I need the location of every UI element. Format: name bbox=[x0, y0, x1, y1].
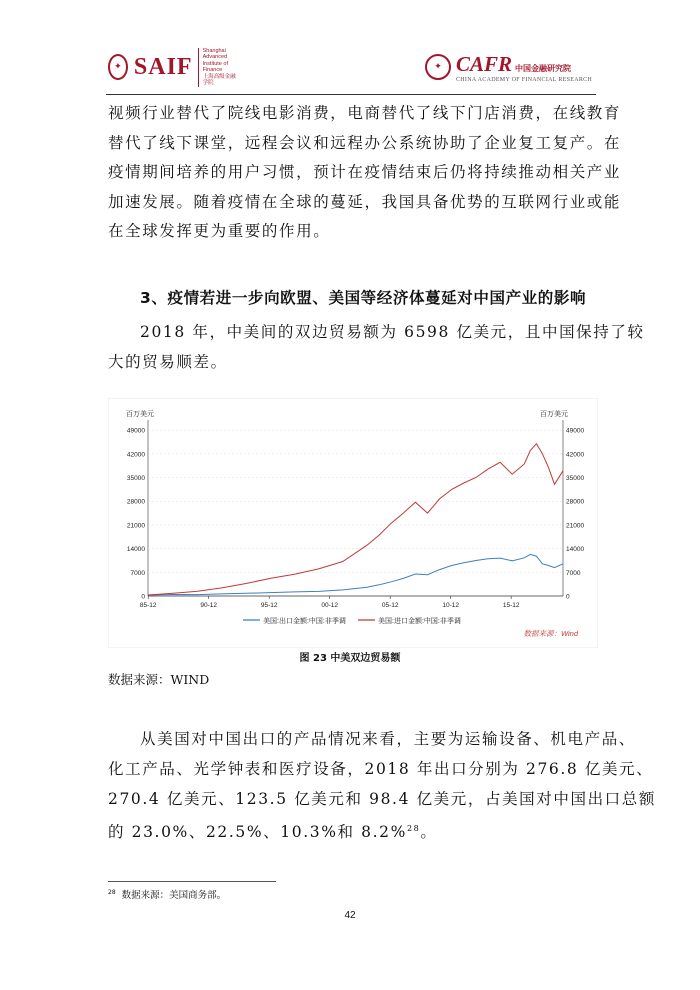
text-line: 替代了线下课堂，远程会议和远程办公系统协助了企业复工复产。在 bbox=[108, 133, 622, 152]
chart-frame bbox=[108, 398, 598, 648]
saif-logo-text: SAIF bbox=[133, 53, 193, 80]
legend-export: 美国:出口金额:中国:非季调 bbox=[263, 618, 346, 625]
cafr-logo-block bbox=[451, 52, 592, 83]
text-line: 在全球发挥更为重要的作用。 bbox=[108, 222, 331, 241]
paragraph-3 bbox=[140, 725, 636, 755]
cafr-logo-cn: 中国金融研究院 bbox=[515, 63, 572, 73]
cafr-logo-text: CAFR bbox=[456, 51, 513, 76]
y-tick-right: 7000 bbox=[566, 569, 581, 577]
y-tick-right: 35000 bbox=[566, 475, 585, 483]
chart-source-note: 数据来源：Wind bbox=[523, 629, 578, 638]
y-tick-right: 28000 bbox=[566, 498, 585, 506]
y-tick-left: 28000 bbox=[126, 498, 145, 506]
y-tick-right: 14000 bbox=[566, 546, 585, 554]
text-line: 化工产品、光学钟表和医疗设备，2018 年出口分别为 276.8 亿美元、 bbox=[108, 760, 654, 778]
y-tick-left: 21000 bbox=[126, 522, 145, 530]
paragraph-1 bbox=[108, 99, 622, 247]
saif-seal-icon: ✦ bbox=[108, 54, 128, 80]
text-line: 加速发展。随着疫情在全球的蔓延，我国具备优势的互联网行业或能 bbox=[108, 192, 622, 211]
header-rule bbox=[106, 94, 596, 95]
text-line: 270.4 亿美元、123.5 亿美元和 98.4 亿美元，占美国对中国出口总额 bbox=[108, 789, 656, 808]
figure-caption: 图 23 中美双边贸易额 bbox=[299, 653, 401, 664]
y-tick-left: 49000 bbox=[126, 427, 145, 435]
text-line-tail: 的 23.0%、22.5%、10.3%和 8.2% bbox=[108, 823, 407, 842]
paragraph-3-cont bbox=[108, 755, 656, 848]
data-source: 数据来源：WIND bbox=[108, 672, 210, 687]
cafr-seal-icon: ✦ bbox=[425, 54, 451, 80]
text-line: 大的贸易顺差。 bbox=[108, 353, 228, 371]
x-tick-label: 10-12 bbox=[442, 602, 459, 609]
cafr-logo bbox=[425, 50, 605, 84]
right-unit-label: 百万美元 bbox=[540, 411, 568, 418]
text-line: 视频行业替代了院线电影消费，电商替代了线下门店消费，在线教育 bbox=[108, 104, 622, 122]
saif-logo bbox=[108, 47, 238, 86]
y-tick-right: 21000 bbox=[566, 522, 585, 530]
x-tick-label: 05-12 bbox=[381, 602, 399, 609]
saif-sub-line: 上海高级金融学院 bbox=[202, 73, 236, 86]
page-number: 42 bbox=[344, 910, 356, 921]
y-tick-left: 35000 bbox=[126, 475, 145, 483]
x-tick-label: 90-12 bbox=[200, 602, 218, 609]
footnote-ref[interactable]: 28 bbox=[406, 824, 421, 834]
y-tick-left: 0 bbox=[141, 593, 145, 601]
x-tick-label: 00-12 bbox=[321, 602, 339, 609]
y-tick-right: 0 bbox=[566, 593, 570, 601]
x-tick-label: 15-12 bbox=[502, 602, 520, 609]
saif-sub-line: Shanghai Advanced bbox=[202, 47, 228, 60]
paragraph-2 bbox=[140, 318, 645, 348]
saif-logo-subtitle bbox=[198, 48, 238, 87]
y-tick-left: 7000 bbox=[130, 569, 145, 577]
y-tick-right: 42000 bbox=[566, 451, 585, 459]
y-tick-left: 42000 bbox=[126, 451, 145, 459]
footnote bbox=[108, 887, 226, 901]
text-line: 疫情期间培养的用户习惯，预计在疫情结束后仍将持续推动相关产业 bbox=[108, 163, 622, 182]
footnote-rule bbox=[108, 881, 276, 882]
trade-chart bbox=[108, 398, 598, 648]
legend-import: 美国:进口金额:中国:非季调 bbox=[378, 618, 461, 625]
left-unit-label: 百万美元 bbox=[126, 411, 154, 418]
y-tick-right: 49000 bbox=[566, 427, 585, 435]
footnote-number: 28 bbox=[108, 888, 116, 896]
text-line: 2018 年，中美间的双边贸易额为 6598 亿美元，且中国保持了较 bbox=[140, 323, 645, 341]
section-heading: 3、疫情若进一步向欧盟、美国等经济体蔓延对中国产业的影响 bbox=[140, 289, 587, 307]
y-tick-left: 14000 bbox=[126, 546, 145, 554]
text-line: 从美国对中国出口的产品情况来看，主要为运输设备、机电产品、 bbox=[140, 730, 636, 748]
saif-sub-line: Institute of Finance bbox=[202, 60, 228, 73]
cafr-logo-en: CHINA ACADEMY OF FINANCIAL RESEARCH bbox=[456, 76, 593, 83]
x-tick-label: 85-12 bbox=[139, 602, 157, 609]
text-line bbox=[108, 814, 594, 848]
footnote-text: 数据来源：美国商务部。 bbox=[121, 890, 227, 901]
x-tick-label: 95-12 bbox=[260, 602, 278, 609]
paragraph-2-cont bbox=[108, 348, 594, 378]
period: 。 bbox=[420, 823, 438, 842]
